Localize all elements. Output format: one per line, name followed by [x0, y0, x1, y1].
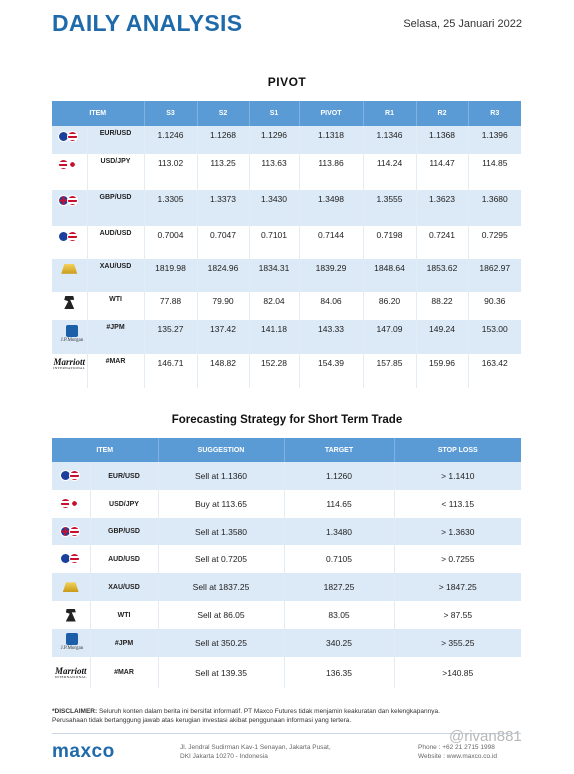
forecast-col-item: ITEM [52, 438, 158, 462]
wti-oil-icon [52, 601, 90, 629]
item-label: XAU/USD [87, 259, 144, 292]
pivot-col-item: ITEM [52, 101, 144, 126]
footer-address [180, 743, 380, 761]
value-cell: 1.3430 [249, 190, 299, 226]
value-cell: 163.42 [468, 354, 521, 388]
value-cell: 0.7241 [416, 226, 468, 259]
value-cell: 152.28 [249, 354, 299, 388]
table-row [52, 573, 521, 601]
value-cell: 1.1296 [249, 126, 299, 154]
value-cell: 1834.31 [249, 259, 299, 292]
target-cell: 114.65 [284, 490, 394, 518]
value-cell: 79.90 [197, 292, 249, 320]
table-row [52, 292, 521, 320]
value-cell: 154.39 [299, 354, 363, 388]
website-label: Website [418, 753, 442, 760]
page-title: DAILY ANALYSIS [52, 10, 243, 36]
website-link[interactable]: : www.maxco.co.id [443, 753, 498, 760]
address-line2: DKI Jakarta 10270 - Indonesia [180, 753, 268, 760]
value-cell: 1824.96 [197, 259, 249, 292]
value-cell: 84.06 [299, 292, 363, 320]
value-cell: 1.3555 [363, 190, 416, 226]
pivot-table [52, 101, 521, 388]
table-row [52, 154, 521, 190]
item-label: AUD/USD [90, 545, 158, 573]
stop-loss-cell: > 1847.25 [394, 573, 521, 601]
suggestion-cell: Sell at 139.35 [158, 657, 284, 688]
item-label: WTI [90, 601, 158, 629]
value-cell: 157.85 [363, 354, 416, 388]
target-cell: 1.1260 [284, 462, 394, 490]
disclaimer [52, 707, 532, 725]
suggestion-cell: Sell at 1.3580 [158, 518, 284, 545]
stop-loss-cell: < 113.15 [394, 490, 521, 518]
gbp-usd-flag-icon [52, 518, 90, 545]
value-cell: 1.1346 [363, 126, 416, 154]
pivot-col-r2: R2 [416, 101, 468, 126]
table-row [52, 629, 521, 657]
target-cell: 0.7105 [284, 545, 394, 573]
forecast-section-title: Forecasting Strategy for Short Term Trade [171, 414, 403, 426]
value-cell: 1862.97 [468, 259, 521, 292]
pivot-col-r1: R1 [363, 101, 416, 126]
jpmorgan-logo-icon: J.P.Morgan [52, 629, 90, 657]
value-cell: 82.04 [249, 292, 299, 320]
stop-loss-cell: > 87.55 [394, 601, 521, 629]
suggestion-cell: Sell at 0.7205 [158, 545, 284, 573]
value-cell: 1853.62 [416, 259, 468, 292]
value-cell: 113.02 [144, 154, 197, 190]
suggestion-cell: Sell at 1837.25 [158, 573, 284, 601]
value-cell: 113.86 [299, 154, 363, 190]
value-cell: 0.7295 [468, 226, 521, 259]
value-cell: 0.7198 [363, 226, 416, 259]
aud-usd-flag-icon [52, 545, 90, 573]
value-cell: 114.47 [416, 154, 468, 190]
target-cell: 340.25 [284, 629, 394, 657]
value-cell: 1.3623 [416, 190, 468, 226]
value-cell: 1.3498 [299, 190, 363, 226]
value-cell: 159.96 [416, 354, 468, 388]
pivot-col-s2: S2 [197, 101, 249, 126]
table-row [52, 354, 521, 388]
item-label: #MAR [90, 657, 158, 688]
maxco-logo: maxco [52, 741, 115, 762]
value-cell: 135.27 [144, 320, 197, 354]
item-label: EUR/USD [90, 462, 158, 490]
target-cell: 1.3480 [284, 518, 394, 545]
item-label: USD/JPY [90, 490, 158, 518]
jpmorgan-logo-icon: J.P.Morgan [52, 320, 87, 354]
table-row [52, 320, 521, 354]
item-label: WTI [87, 292, 144, 320]
item-label: #JPM [87, 320, 144, 354]
value-cell: 113.25 [197, 154, 249, 190]
stop-loss-cell: > 355.25 [394, 629, 521, 657]
value-cell: 0.7004 [144, 226, 197, 259]
item-label: GBP/USD [90, 518, 158, 545]
value-cell: 1.1246 [144, 126, 197, 154]
table-row [52, 226, 521, 259]
item-label: GBP/USD [87, 190, 144, 226]
item-label: XAU/USD [90, 573, 158, 601]
wti-oil-icon [52, 292, 87, 320]
stop-loss-cell: > 1.1410 [394, 462, 521, 490]
item-label: AUD/USD [87, 226, 144, 259]
pivot-col-s1: S1 [249, 101, 299, 126]
value-cell: 141.18 [249, 320, 299, 354]
disclaimer-line2: Perusahaan tidak bertanggung jawab atas kerugian investasi akibat penggunaan informasi yang tertera. [52, 717, 352, 724]
item-label: USD/JPY [87, 154, 144, 190]
forecast-header-row [52, 438, 521, 462]
page-header [52, 10, 522, 40]
forecast-col-target: TARGET [284, 438, 394, 462]
eur-usd-flag-icon [52, 126, 87, 154]
disclaimer-label: *DISCLAIMER: [52, 708, 98, 715]
forecast-col-suggestion: SUGGESTION [158, 438, 284, 462]
eur-usd-flag-icon [52, 462, 90, 490]
suggestion-cell: Sell at 86.05 [158, 601, 284, 629]
value-cell: 0.7101 [249, 226, 299, 259]
pivot-col-s3: S3 [144, 101, 197, 126]
usd-jpy-flag-icon [52, 154, 87, 190]
stop-loss-cell: > 0.7255 [394, 545, 521, 573]
table-row [52, 518, 521, 545]
gold-bar-icon [52, 259, 87, 292]
item-label: #JPM [90, 629, 158, 657]
table-row [52, 490, 521, 518]
value-cell: 1848.64 [363, 259, 416, 292]
target-cell: 136.35 [284, 657, 394, 688]
disclaimer-line1: Seluruh konten dalam berita ini bersifat informatif. PT Maxco Futures tidak menjamin keakuratan dan kelengkapannya. [98, 708, 440, 715]
marriott-logo-icon: Marriott INTERNATIONAL [52, 354, 87, 388]
table-row [52, 601, 521, 629]
suggestion-cell: Sell at 350.25 [158, 629, 284, 657]
value-cell: 90.36 [468, 292, 521, 320]
value-cell: 114.85 [468, 154, 521, 190]
value-cell: 143.33 [299, 320, 363, 354]
address-line1: Jl. Jendral Sudirman Kav-1 Senayan, Jakarta Pusat, [180, 744, 331, 751]
table-row [52, 657, 521, 688]
usd-jpy-flag-icon [52, 490, 90, 518]
value-cell: 1839.29 [299, 259, 363, 292]
value-cell: 86.20 [363, 292, 416, 320]
value-cell: 1819.98 [144, 259, 197, 292]
phone-label: Phone [418, 744, 437, 751]
item-label: EUR/USD [87, 126, 144, 154]
value-cell: 77.88 [144, 292, 197, 320]
stop-loss-cell: >140.85 [394, 657, 521, 688]
phone-value: : +62 21 2715 1998 [438, 744, 495, 751]
value-cell: 1.3680 [468, 190, 521, 226]
item-label: #MAR [87, 354, 144, 388]
pivot-col-pivot: PIVOT [299, 101, 363, 126]
value-cell: 148.82 [197, 354, 249, 388]
target-cell: 83.05 [284, 601, 394, 629]
value-cell: 1.3305 [144, 190, 197, 226]
value-cell: 146.71 [144, 354, 197, 388]
table-row [52, 545, 521, 573]
table-row [52, 190, 521, 226]
value-cell: 114.24 [363, 154, 416, 190]
pivot-section-title: PIVOT [267, 75, 307, 89]
suggestion-cell: Sell at 1.1360 [158, 462, 284, 490]
pivot-col-r3: R3 [468, 101, 521, 126]
value-cell: 153.00 [468, 320, 521, 354]
table-row [52, 259, 521, 292]
watermark: @rivan881 [449, 728, 522, 745]
value-cell: 1.1396 [468, 126, 521, 154]
value-cell: 1.1318 [299, 126, 363, 154]
suggestion-cell: Buy at 113.65 [158, 490, 284, 518]
stop-loss-cell: > 1.3630 [394, 518, 521, 545]
value-cell: 1.3373 [197, 190, 249, 226]
table-row [52, 462, 521, 490]
report-date: Selasa, 25 Januari 2022 [403, 18, 522, 30]
aud-usd-flag-icon [52, 226, 87, 259]
value-cell: 1.1368 [416, 126, 468, 154]
pivot-header-row [52, 101, 521, 126]
value-cell: 113.63 [249, 154, 299, 190]
value-cell: 137.42 [197, 320, 249, 354]
table-row [52, 126, 521, 154]
value-cell: 0.7047 [197, 226, 249, 259]
value-cell: 1.1268 [197, 126, 249, 154]
target-cell: 1827.25 [284, 573, 394, 601]
value-cell: 147.09 [363, 320, 416, 354]
gbp-usd-flag-icon [52, 190, 87, 226]
gold-bar-icon [52, 573, 90, 601]
marriott-logo-icon: Marriott INTERNATIONAL [52, 657, 90, 688]
value-cell: 88.22 [416, 292, 468, 320]
value-cell: 149.24 [416, 320, 468, 354]
value-cell: 0.7144 [299, 226, 363, 259]
forecast-table [52, 438, 521, 688]
footer-contact [418, 743, 528, 761]
forecast-col-stop-loss: STOP LOSS [394, 438, 521, 462]
